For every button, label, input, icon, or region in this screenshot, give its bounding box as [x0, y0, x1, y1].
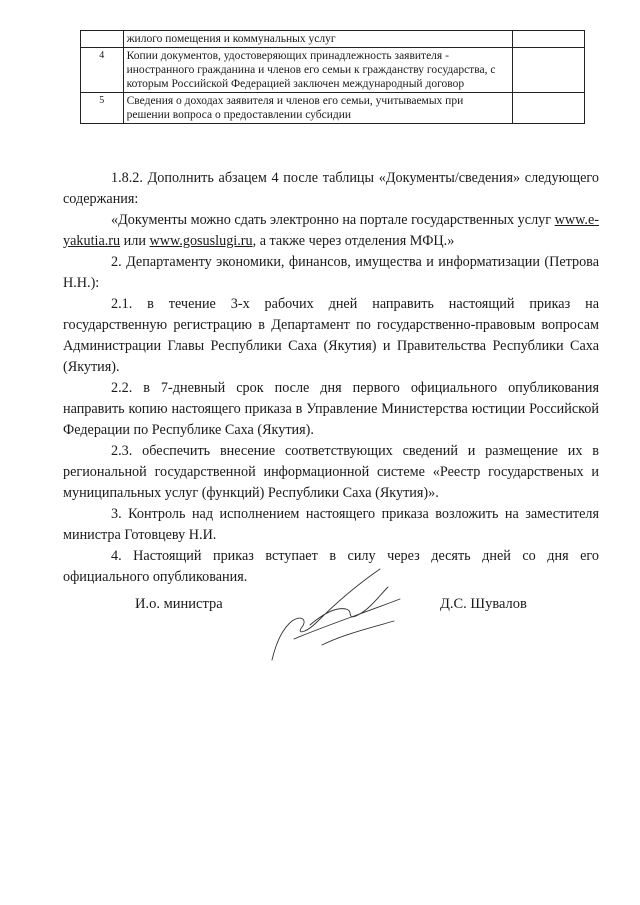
paragraph-4: 4. Настоящий приказ вступает в силу через десять дней со дня его официального опубликования.	[63, 548, 599, 585]
row-text: Копии документов, удостоверяющих принадлежность заявителя - иностранного гражданина и членов его семьи к гражданству государства, с которым Российской Федерацией заключен международный договор	[123, 48, 512, 93]
row-number	[81, 31, 124, 48]
row-number: 5	[81, 93, 124, 124]
quote-text-end: , а также через отделения МФЦ.»	[252, 233, 455, 249]
table-row	[81, 48, 585, 93]
paragraph-2: 2. Департаменту экономики, финансов, имущества и информатизации (Петрова Н.Н.):	[63, 254, 599, 291]
paragraph-3: 3. Контроль над исполнением настоящего приказа возложить на заместителя министра Готовцеву Н.И.	[63, 506, 599, 543]
row-empty-cell	[512, 48, 584, 93]
table-row	[81, 31, 585, 48]
signatory-name: Д.С. Шувалов	[440, 596, 527, 612]
paragraph-1-8-2: 1.8.2. Дополнить абзацем 4 после таблицы «Документы/сведения» следующего содержания:	[63, 170, 599, 207]
link-e-yakutia[interactable]: www.e-yakutia.ru	[63, 212, 599, 249]
quote-text-start: «Документы можно сдать электронно на портале государственных услуг	[111, 212, 555, 228]
row-text: Сведения о доходах заявителя и членов его семьи, учитываемых при решении вопроса о предоставлении субсидии	[123, 93, 512, 124]
row-text: жилого помещения и коммунальных услуг	[123, 31, 512, 48]
row-empty-cell	[512, 93, 584, 124]
paragraph-2-2: 2.2. в 7-дневный срок после дня первого официального опубликования направить копию настоящего приказа в Управление Министерства юстиции Российской Федерации по Республике Саха (Якутия).	[63, 380, 599, 438]
signatory-position: И.о. министра	[135, 596, 223, 612]
row-number: 4	[81, 48, 124, 93]
link-gosuslugi[interactable]: www.gosuslugi.ru	[149, 233, 253, 249]
order-body	[63, 168, 599, 588]
paragraph-2-1: 2.1. в течение 3-х рабочих дней направить настоящий приказ на государственную регистрацию в Департамент по государственно-правовым вопросам Администрации Главы Республики Саха (Якутия) и Правительства Республики Саха (Якутия).	[63, 296, 599, 375]
documents-table	[80, 30, 585, 124]
paragraph-quote	[63, 210, 599, 252]
row-empty-cell	[512, 31, 584, 48]
quote-text-mid: или	[120, 233, 150, 249]
table-row	[81, 93, 585, 124]
handwritten-signature	[262, 555, 412, 665]
paragraph-2-3: 2.3. обеспечить внесение соответствующих сведений и размещение их в региональной государственной информационной системе «Реестр государственых и муниципальных услуг (функций) Республики Саха (Якутия)».	[63, 443, 599, 501]
